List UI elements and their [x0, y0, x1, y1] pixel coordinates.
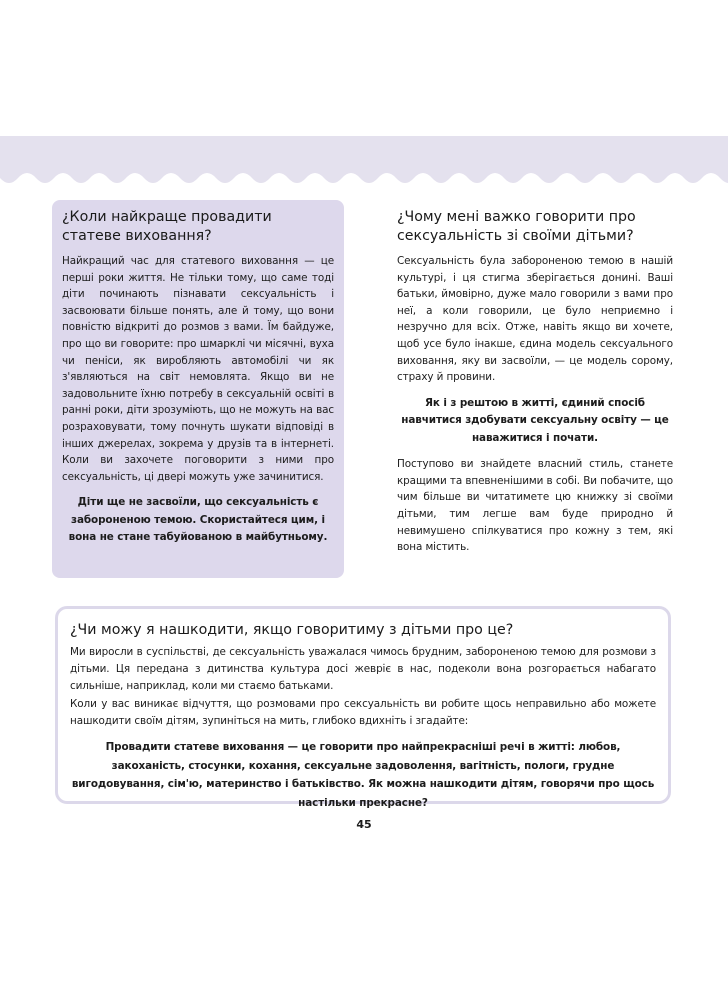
why-difficult-heading: ¿Чому мені важко говорити про сексуальність зі своїми дітьми? [397, 209, 636, 244]
when-to-educate-text: Найкращий час для статевого виховання — це перші роки життя. Не тільки тому, що саме тоді діти починають пізнавати сексуальність і засвоювати більше понять, але й тому, що вони повністю відкриті до розмов з вами. Їм байдуже, про що ви говорите: про шмарклі чи місячні, вуха чи пеніси, як виробляють автомобілі чи як з'являються на світ немовлята. Якщо ви не задовольните їхню потребу в сексуальній освіті в ранні роки, діти зрозуміють, що не можуть на вас розраховувати, тому почнуть шукати відповіді в інших джерелах, зокрема у друзів та в інтернеті. Коли ви захочете поговорити з ними про сексуальність, ці двері можуть уже зачинитися. [62, 255, 334, 483]
why-difficult-text: Сексуальність була забороненою темою в нашій культурі, і ця стигма зберігається донині. Ваші батьки, ймовірно, дуже мало говорили з вами про неї, а коли говорили, це було неприємно і незручно для всіх. Отже, навіть якщо ви хочете, щоб усе було інакше, єдина модель сексуального виховання, яку ви засвоїли, — це модель сорому, страху й провини. [397, 255, 673, 384]
why-difficult-emphasis: Як і з рештою в житті, єдиний спосіб навчитися здобувати сексуальну освіту — це наважитися і почати. [401, 396, 669, 444]
can-i-harm-emphasis: Провадити статеве виховання — це говорити про найпрекрасніші речі в житті: любов, закоханість, стосунки, кохання, сексуальне задоволення, вагітність, пологи, грудне вигодовування, сім'ю, материнство і батьківство. Як можна нашкодити дітям, говорячи про щось настільки прекрасне? [71, 741, 655, 809]
can-i-harm-text: Ми виросли в суспільстві, де сексуальність уважалася чимось брудним, забороненою темою для розмови з дітьми. Ця передана з дитинства культура досі жевріє в нас, подеколи вона розгорається набагато сильніше, наприклад, коли ми стаємо батьками. [70, 646, 656, 693]
when-to-educate-heading: ¿Коли найкраще провадити статеве виховання? [62, 209, 272, 244]
top-decorative-band [0, 136, 728, 170]
can-i-harm-heading: ¿Чи можу я нашкодити, якщо говоритиму з дітьми про це? [70, 622, 514, 638]
why-difficult-section [397, 208, 673, 556]
why-difficult-text-2: Поступово ви знайдете власний стиль, станете кращими та впевненішими в собі. Ви побачите, що чим більше ви читатимете цю книжку зі своїми дітьми, тим легше вам буде природно й невимушено спілкуватися про кожну з тем, які вона містить. [397, 458, 673, 554]
when-to-educate-box [52, 200, 344, 578]
can-i-harm-text-2: Коли у вас виникає відчуття, що розмовами про сексуальність ви робите щось неправильно або можете нашкодити своїм дітям, зупиніться на мить, глибоко вдихніть і згадайте: [70, 697, 656, 727]
can-i-harm-box [55, 606, 671, 809]
when-to-educate-emphasis: Діти ще не засвоїли, що сексуальність є забороненою темою. Скористайтеся цим, і вона не стане табуйованою в майбутньому. [68, 496, 328, 544]
page-number: 45 [356, 818, 372, 831]
wave-border [0, 168, 728, 190]
